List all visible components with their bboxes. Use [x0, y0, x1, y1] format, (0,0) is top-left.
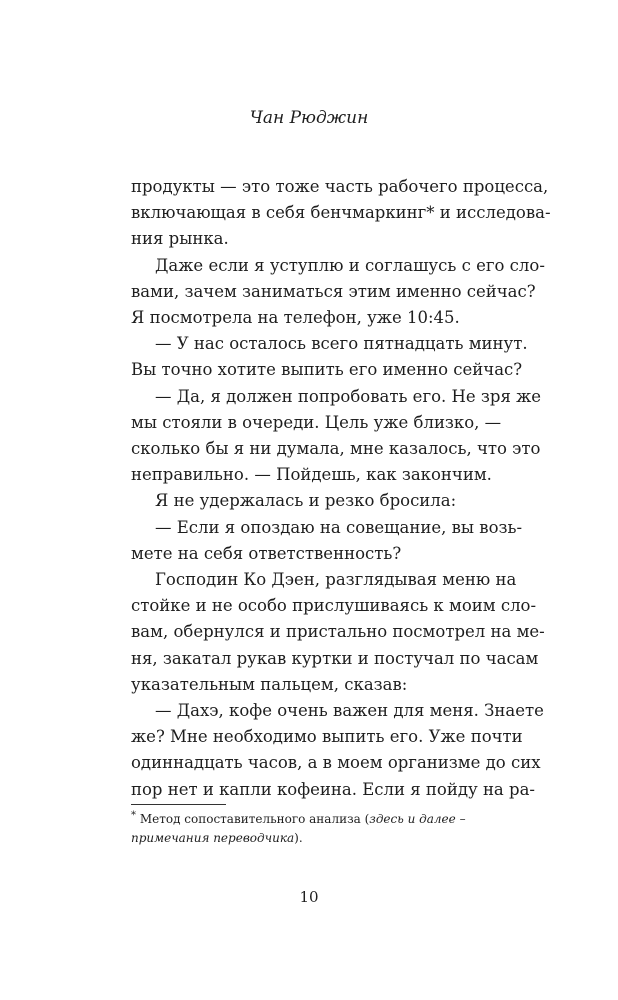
text-line: стойке и не особо прислушиваясь к моим сло-	[131, 596, 537, 616]
text-line: же? Мне необходимо выпить его. Уже почти	[131, 727, 523, 747]
footnote-line-1	[131, 810, 487, 829]
footnote-text: Метод сопоставительного анализа (	[136, 812, 370, 826]
text-line: Вы точно хотите выпить его именно сейчас?	[131, 360, 523, 380]
footnote-italic-note-cont: примечания переводчика	[131, 831, 295, 845]
footnote-italic-note: здесь и далее –	[369, 812, 466, 826]
text-line: включающая в себя бенчмаркинг* и исследова-	[131, 203, 551, 223]
text-line: мы стояли в очереди. Цель уже близко, —	[131, 412, 502, 432]
text-line: неправильно. — Пойдешь, как закончим.	[131, 465, 492, 485]
running-head: Чан Рюджин	[249, 108, 369, 128]
text-line: продукты — это тоже часть рабочего процесса,	[131, 177, 549, 196]
footnote	[131, 810, 487, 848]
text-line: одиннадцать часов, а в моем организме до сих	[131, 753, 541, 773]
text-line: вами, зачем заниматься этим именно сейчас?	[131, 281, 536, 301]
text-line: — Если я опоздаю на совещание, вы возь-	[155, 517, 523, 537]
text-line: ния рынка.	[131, 229, 229, 249]
footnote-rule	[131, 804, 226, 805]
text-line: вам, обернулся и пристально посмотрел на ме-	[131, 622, 545, 642]
footnote-line-2	[131, 829, 487, 848]
text-line: Господин Ко Дэен, разглядывая меню на	[155, 570, 517, 590]
text-line: Даже если я уступлю и соглашусь с его сло-	[155, 255, 545, 275]
text-line: — У нас осталось всего пятнадцать минут.	[155, 334, 528, 354]
text-line: Я посмотрела на телефон, уже 10:45.	[131, 308, 460, 328]
footnote-close: ).	[294, 831, 303, 845]
text-line: ня, закатал рукав куртки и постучал по часам	[131, 648, 539, 668]
text-line: указательным пальцем, сказав:	[131, 674, 408, 694]
footnote-marker: *	[131, 810, 136, 821]
body-text	[131, 174, 551, 803]
text-line: — Дахэ, кофе очень важен для меня. Знаете	[155, 701, 544, 721]
text-line: — Да, я должен попробовать его. Не зря же	[155, 386, 542, 406]
text-line: пор нет и капли кофеина. Если я пойду на ра-	[131, 779, 535, 799]
text-line: мете на себя ответственность?	[131, 543, 402, 563]
page-number: 10	[299, 888, 319, 906]
text-line: сколько бы я ни думала, мне казалось, что это	[131, 439, 541, 459]
text-line: Я не удержалась и резко бросила:	[155, 491, 457, 511]
